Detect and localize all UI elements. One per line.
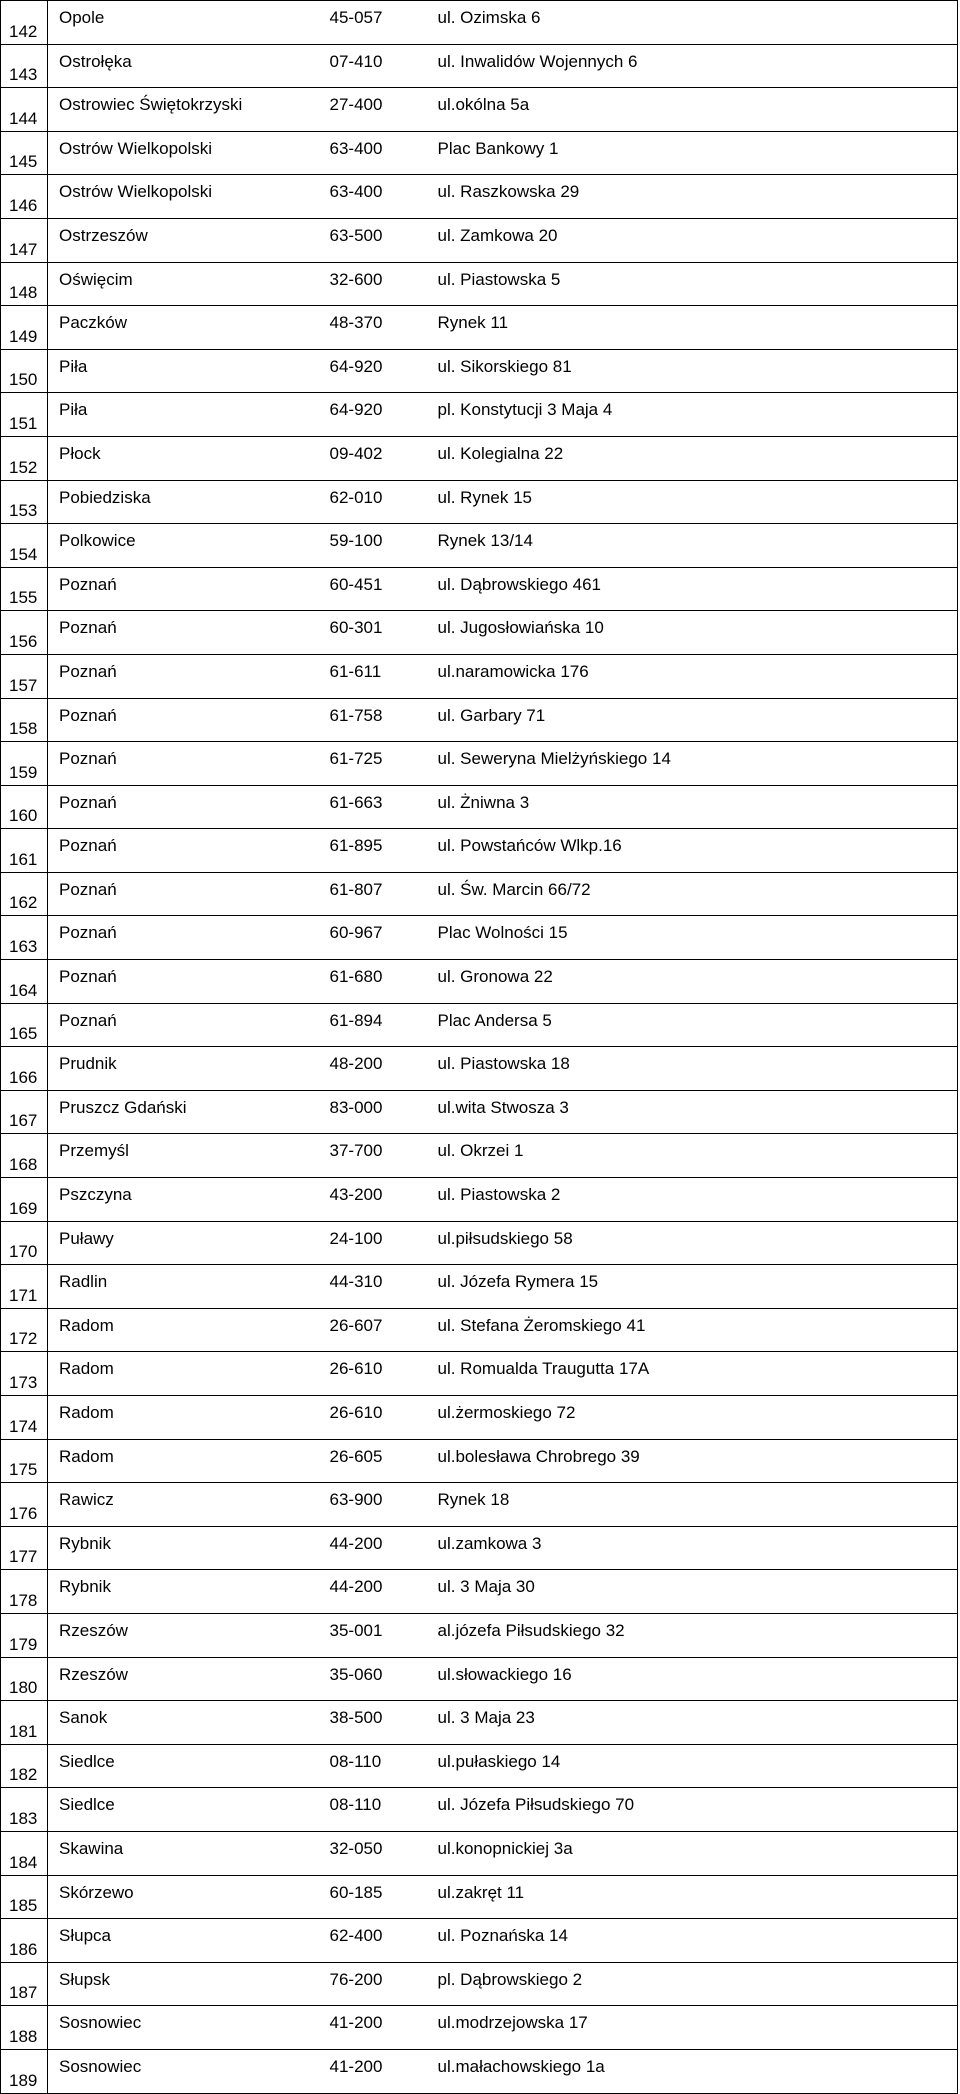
address-cell: ul.modrzejowska 17 — [432, 2006, 958, 2050]
row-number: 147 — [1, 218, 48, 262]
address-cell: ul. Zamkowa 20 — [432, 218, 958, 262]
table-row — [1, 524, 958, 568]
address-cell: ul.bolesława Chrobrego 39 — [432, 1439, 958, 1483]
postal-code-cell: 64-920 — [325, 393, 432, 437]
table-row — [1, 436, 958, 480]
address-cell: ul. 3 Maja 30 — [432, 1570, 958, 1614]
address-cell: ul. Garbary 71 — [432, 698, 958, 742]
table-row — [1, 1483, 958, 1527]
address-cell: ul.zakręt 11 — [432, 1875, 958, 1919]
address-cell: ul. Żniwna 3 — [432, 785, 958, 829]
row-number: 163 — [1, 916, 48, 960]
postal-code-cell: 63-400 — [325, 175, 432, 219]
address-cell: ul. Piastowska 18 — [432, 1047, 958, 1091]
table-row — [1, 698, 958, 742]
postal-code-cell: 61-611 — [325, 654, 432, 698]
row-number: 155 — [1, 567, 48, 611]
row-number: 168 — [1, 1134, 48, 1178]
row-number: 172 — [1, 1308, 48, 1352]
address-cell: ul.słowackiego 16 — [432, 1657, 958, 1701]
row-number: 159 — [1, 742, 48, 786]
city-cell: Polkowice — [48, 524, 325, 568]
city-cell: Sosnowiec — [48, 2049, 325, 2093]
row-number: 156 — [1, 611, 48, 655]
address-cell: ul. Kolegialna 22 — [432, 436, 958, 480]
postal-code-cell: 26-605 — [325, 1439, 432, 1483]
table-row — [1, 1962, 958, 2006]
address-cell: ul.pułaskiego 14 — [432, 1744, 958, 1788]
postal-code-cell: 61-894 — [325, 1003, 432, 1047]
address-cell: ul. Stefana Żeromskiego 41 — [432, 1308, 958, 1352]
table-row — [1, 1396, 958, 1440]
address-cell: pl. Konstytucji 3 Maja 4 — [432, 393, 958, 437]
table-row — [1, 1178, 958, 1222]
postal-code-cell: 38-500 — [325, 1701, 432, 1745]
row-number: 152 — [1, 436, 48, 480]
address-cell: ul. Piastowska 2 — [432, 1178, 958, 1222]
address-cell: ul. Rynek 15 — [432, 480, 958, 524]
city-cell: Poznań — [48, 611, 325, 655]
address-cell: ul. Gronowa 22 — [432, 960, 958, 1004]
row-number: 149 — [1, 306, 48, 350]
address-cell: ul.małachowskiego 1a — [432, 2049, 958, 2093]
city-cell: Puławy — [48, 1221, 325, 1265]
table-row — [1, 785, 958, 829]
address-cell: Rynek 13/14 — [432, 524, 958, 568]
city-cell: Pruszcz Gdański — [48, 1090, 325, 1134]
city-cell: Poznań — [48, 654, 325, 698]
address-cell: ul. Piastowska 5 — [432, 262, 958, 306]
table-row — [1, 1744, 958, 1788]
row-number: 164 — [1, 960, 48, 1004]
city-cell: Przemyśl — [48, 1134, 325, 1178]
address-cell: ul.konopnickiej 3a — [432, 1831, 958, 1875]
row-number: 187 — [1, 1962, 48, 2006]
postal-code-cell: 09-402 — [325, 436, 432, 480]
row-number: 161 — [1, 829, 48, 873]
postal-code-cell: 37-700 — [325, 1134, 432, 1178]
row-number: 160 — [1, 785, 48, 829]
postal-code-cell: 35-001 — [325, 1613, 432, 1657]
row-number: 181 — [1, 1701, 48, 1745]
row-number: 167 — [1, 1090, 48, 1134]
address-cell: ul. Ozimska 6 — [432, 1, 958, 45]
table-row — [1, 1, 958, 45]
postal-code-cell: 32-600 — [325, 262, 432, 306]
city-cell: Poznań — [48, 829, 325, 873]
address-cell: ul. 3 Maja 23 — [432, 1701, 958, 1745]
address-cell: ul.naramowicka 176 — [432, 654, 958, 698]
address-cell: ul. Raszkowska 29 — [432, 175, 958, 219]
postal-code-cell: 35-060 — [325, 1657, 432, 1701]
row-number: 182 — [1, 1744, 48, 1788]
city-cell: Rzeszów — [48, 1613, 325, 1657]
postal-code-cell: 63-500 — [325, 218, 432, 262]
city-cell: Słupsk — [48, 1962, 325, 2006]
postal-code-cell: 63-400 — [325, 131, 432, 175]
table-row — [1, 1919, 958, 1963]
city-cell: Rybnik — [48, 1570, 325, 1614]
table-row — [1, 44, 958, 88]
postal-code-cell: 07-410 — [325, 44, 432, 88]
postal-code-cell: 48-370 — [325, 306, 432, 350]
address-cell: ul. Inwalidów Wojennych 6 — [432, 44, 958, 88]
postal-code-cell: 08-110 — [325, 1788, 432, 1832]
city-cell: Poznań — [48, 872, 325, 916]
postal-code-cell: 62-010 — [325, 480, 432, 524]
address-cell: Plac Bankowy 1 — [432, 131, 958, 175]
postal-code-cell: 44-200 — [325, 1526, 432, 1570]
city-cell: Ostrołęka — [48, 44, 325, 88]
city-cell: Paczków — [48, 306, 325, 350]
city-cell: Pobiedziska — [48, 480, 325, 524]
city-cell: Ostrzeszów — [48, 218, 325, 262]
city-cell: Oświęcim — [48, 262, 325, 306]
city-cell: Poznań — [48, 742, 325, 786]
row-number: 146 — [1, 175, 48, 219]
row-number: 150 — [1, 349, 48, 393]
table-row — [1, 262, 958, 306]
city-cell: Siedlce — [48, 1788, 325, 1832]
row-number: 173 — [1, 1352, 48, 1396]
city-cell: Radom — [48, 1439, 325, 1483]
city-cell: Sanok — [48, 1701, 325, 1745]
row-number: 148 — [1, 262, 48, 306]
table-row — [1, 567, 958, 611]
address-cell: ul.wita Stwosza 3 — [432, 1090, 958, 1134]
row-number: 186 — [1, 1919, 48, 1963]
table-row — [1, 175, 958, 219]
postal-code-cell: 08-110 — [325, 1744, 432, 1788]
row-number: 162 — [1, 872, 48, 916]
city-cell: Poznań — [48, 1003, 325, 1047]
row-number: 143 — [1, 44, 48, 88]
postal-code-cell: 41-200 — [325, 2006, 432, 2050]
postal-code-cell: 26-610 — [325, 1396, 432, 1440]
postal-code-cell: 61-680 — [325, 960, 432, 1004]
table-row — [1, 88, 958, 132]
row-number: 184 — [1, 1831, 48, 1875]
address-cell: ul.zamkowa 3 — [432, 1526, 958, 1570]
postal-code-cell: 24-100 — [325, 1221, 432, 1265]
table-row — [1, 1526, 958, 1570]
row-number: 170 — [1, 1221, 48, 1265]
table-row — [1, 1308, 958, 1352]
table-row — [1, 131, 958, 175]
table-row — [1, 480, 958, 524]
city-cell: Poznań — [48, 785, 325, 829]
postal-code-cell: 61-725 — [325, 742, 432, 786]
postal-code-cell: 63-900 — [325, 1483, 432, 1527]
postal-code-cell: 32-050 — [325, 1831, 432, 1875]
address-cell: ul. Jugosłowiańska 10 — [432, 611, 958, 655]
address-cell: Rynek 11 — [432, 306, 958, 350]
row-number: 175 — [1, 1439, 48, 1483]
address-cell: ul. Józefa Rymera 15 — [432, 1265, 958, 1309]
city-cell: Opole — [48, 1, 325, 45]
postal-code-cell: 61-807 — [325, 872, 432, 916]
table-row — [1, 872, 958, 916]
row-number: 158 — [1, 698, 48, 742]
table-row — [1, 654, 958, 698]
address-cell: al.józefa Piłsudskiego 32 — [432, 1613, 958, 1657]
postal-code-cell: 59-100 — [325, 524, 432, 568]
address-cell: ul. Józefa Piłsudskiego 70 — [432, 1788, 958, 1832]
table-row — [1, 1265, 958, 1309]
city-cell: Skórzewo — [48, 1875, 325, 1919]
row-number: 183 — [1, 1788, 48, 1832]
table-row — [1, 1003, 958, 1047]
postal-code-cell: 61-895 — [325, 829, 432, 873]
row-number: 151 — [1, 393, 48, 437]
table-row — [1, 1221, 958, 1265]
table-row — [1, 742, 958, 786]
address-table-body — [1, 1, 958, 2094]
row-number: 174 — [1, 1396, 48, 1440]
postal-code-cell: 61-663 — [325, 785, 432, 829]
row-number: 145 — [1, 131, 48, 175]
city-cell: Siedlce — [48, 1744, 325, 1788]
table-row — [1, 1875, 958, 1919]
row-number: 153 — [1, 480, 48, 524]
row-number: 178 — [1, 1570, 48, 1614]
table-row — [1, 393, 958, 437]
address-cell: ul. Św. Marcin 66/72 — [432, 872, 958, 916]
postal-code-cell: 60-451 — [325, 567, 432, 611]
address-cell: ul.żermoskiego 72 — [432, 1396, 958, 1440]
postal-code-cell: 76-200 — [325, 1962, 432, 2006]
table-row — [1, 1701, 958, 1745]
address-cell: ul. Dąbrowskiego 461 — [432, 567, 958, 611]
city-cell: Sosnowiec — [48, 2006, 325, 2050]
table-row — [1, 1831, 958, 1875]
table-row — [1, 1134, 958, 1178]
postal-code-cell: 44-200 — [325, 1570, 432, 1614]
table-row — [1, 1090, 958, 1134]
address-cell: ul. Poznańska 14 — [432, 1919, 958, 1963]
postal-code-cell: 61-758 — [325, 698, 432, 742]
row-number: 165 — [1, 1003, 48, 1047]
city-cell: Ostrowiec Świętokrzyski — [48, 88, 325, 132]
city-cell: Płock — [48, 436, 325, 480]
row-number: 176 — [1, 1483, 48, 1527]
table-row — [1, 1352, 958, 1396]
row-number: 179 — [1, 1613, 48, 1657]
postal-code-cell: 45-057 — [325, 1, 432, 45]
city-cell: Ostrów Wielkopolski — [48, 131, 325, 175]
postal-code-cell: 48-200 — [325, 1047, 432, 1091]
address-cell: ul.okólna 5a — [432, 88, 958, 132]
address-cell: ul. Seweryna Mielżyńskiego 14 — [432, 742, 958, 786]
table-row — [1, 2006, 958, 2050]
city-cell: Radom — [48, 1308, 325, 1352]
city-cell: Rawicz — [48, 1483, 325, 1527]
city-cell: Piła — [48, 393, 325, 437]
postal-code-cell: 44-310 — [325, 1265, 432, 1309]
table-row — [1, 2049, 958, 2093]
table-row — [1, 306, 958, 350]
postal-code-cell: 62-400 — [325, 1919, 432, 1963]
address-cell: Plac Andersa 5 — [432, 1003, 958, 1047]
city-cell: Rzeszów — [48, 1657, 325, 1701]
table-row — [1, 916, 958, 960]
row-number: 166 — [1, 1047, 48, 1091]
table-row — [1, 1439, 958, 1483]
postal-code-cell: 60-301 — [325, 611, 432, 655]
address-cell: Rynek 18 — [432, 1483, 958, 1527]
city-cell: Słupca — [48, 1919, 325, 1963]
postal-code-cell: 60-185 — [325, 1875, 432, 1919]
postal-code-cell: 43-200 — [325, 1178, 432, 1222]
address-cell: ul.piłsudskiego 58 — [432, 1221, 958, 1265]
row-number: 188 — [1, 2006, 48, 2050]
postal-code-cell: 26-610 — [325, 1352, 432, 1396]
row-number: 157 — [1, 654, 48, 698]
city-cell: Rybnik — [48, 1526, 325, 1570]
row-number: 171 — [1, 1265, 48, 1309]
postal-code-cell: 60-967 — [325, 916, 432, 960]
address-cell: ul. Okrzei 1 — [432, 1134, 958, 1178]
table-row — [1, 1047, 958, 1091]
postal-code-cell: 26-607 — [325, 1308, 432, 1352]
city-cell: Piła — [48, 349, 325, 393]
city-cell: Poznań — [48, 567, 325, 611]
row-number: 180 — [1, 1657, 48, 1701]
row-number: 144 — [1, 88, 48, 132]
city-cell: Poznań — [48, 960, 325, 1004]
address-cell: ul. Powstańców Wlkp.16 — [432, 829, 958, 873]
city-cell: Poznań — [48, 916, 325, 960]
table-row — [1, 218, 958, 262]
row-number: 142 — [1, 1, 48, 45]
address-cell: pl. Dąbrowskiego 2 — [432, 1962, 958, 2006]
postal-code-cell: 83-000 — [325, 1090, 432, 1134]
city-cell: Ostrów Wielkopolski — [48, 175, 325, 219]
address-cell: ul. Sikorskiego 81 — [432, 349, 958, 393]
postal-code-cell: 64-920 — [325, 349, 432, 393]
row-number: 189 — [1, 2049, 48, 2093]
table-row — [1, 611, 958, 655]
row-number: 177 — [1, 1526, 48, 1570]
city-cell: Pszczyna — [48, 1178, 325, 1222]
city-cell: Radom — [48, 1396, 325, 1440]
row-number: 185 — [1, 1875, 48, 1919]
city-cell: Skawina — [48, 1831, 325, 1875]
table-row — [1, 349, 958, 393]
city-cell: Radlin — [48, 1265, 325, 1309]
row-number: 169 — [1, 1178, 48, 1222]
city-cell: Prudnik — [48, 1047, 325, 1091]
table-row — [1, 829, 958, 873]
table-row — [1, 1613, 958, 1657]
city-cell: Poznań — [48, 698, 325, 742]
table-row — [1, 1570, 958, 1614]
table-row — [1, 960, 958, 1004]
row-number: 154 — [1, 524, 48, 568]
table-row — [1, 1657, 958, 1701]
postal-code-cell: 27-400 — [325, 88, 432, 132]
table-row — [1, 1788, 958, 1832]
postal-code-cell: 41-200 — [325, 2049, 432, 2093]
address-cell: ul. Romualda Traugutta 17A — [432, 1352, 958, 1396]
city-cell: Radom — [48, 1352, 325, 1396]
address-cell: Plac Wolności 15 — [432, 916, 958, 960]
